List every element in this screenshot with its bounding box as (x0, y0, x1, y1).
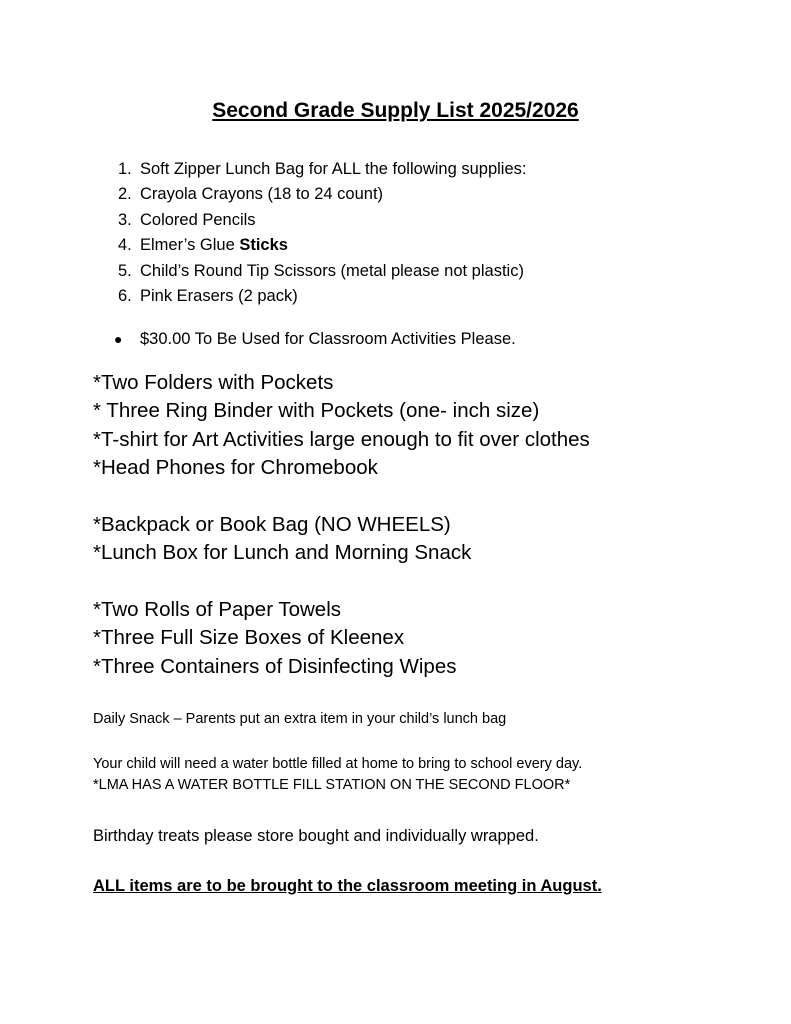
list-item (118, 284, 526, 309)
list-item (118, 182, 526, 207)
list-item (118, 259, 526, 284)
item-number: 6. (118, 287, 132, 306)
item-text: Soft Zipper Lunch Bag for ALL the following supplies: (140, 160, 527, 178)
supply-group-2 (93, 511, 471, 568)
list-item (118, 208, 526, 233)
list-item: *Head Phones for Chromebook (93, 455, 378, 479)
water-bottle-note: Your child will need a water bottle filled at home to bring to school every day. (93, 756, 583, 772)
supply-group-1 (93, 369, 590, 482)
snack-note: Daily Snack – Parents put an extra item in your child’s lunch bag (93, 711, 507, 727)
birthday-note: Birthday treats please store bought and individually wrapped. (93, 827, 539, 845)
list-item: *Two Rolls of Paper Towels (93, 598, 342, 621)
item-bold-text: Sticks (239, 236, 288, 255)
supply-group-3 (93, 596, 456, 681)
numbered-supply-list (118, 157, 526, 309)
list-item (118, 157, 526, 182)
item-text: Colored Pencils (140, 210, 256, 229)
list-item: * Three Ring Binder with Pockets (one- inch size) (93, 399, 540, 423)
item-number: 2. (118, 185, 132, 204)
bullet-icon: ● (114, 331, 123, 347)
item-number: 5. (118, 261, 132, 280)
item-number: 1. (118, 160, 132, 178)
item-text: Child’s Round Tip Scissors (metal please not plastic) (140, 261, 524, 280)
item-number: 4. (118, 236, 132, 255)
bullet-item (114, 327, 516, 351)
list-item (118, 233, 526, 258)
list-item: *Backpack or Book Bag (NO WHEELS) (93, 513, 451, 536)
item-text: Pink Erasers (2 pack) (140, 287, 298, 306)
water-station-note: *LMA HAS A WATER BOTTLE FILL STATION ON THE SECOND FLOOR* (93, 777, 571, 793)
item-text: Crayola Crayons (18 to 24 count) (140, 185, 384, 204)
bullet-text: $30.00 To Be Used for Classroom Activities Please. (140, 330, 516, 348)
page-title: Second Grade Supply List 2025/2026 (212, 99, 579, 122)
footer-note: ALL items are to be brought to the classroom meeting in August. (93, 877, 602, 895)
list-item: *Lunch Box for Lunch and Morning Snack (93, 541, 472, 565)
item-text: Elmer’s Glue (140, 236, 240, 255)
list-item: *Three Containers of Disinfecting Wipes (93, 654, 457, 678)
item-number: 3. (118, 210, 132, 229)
list-item: *T-shirt for Art Activities large enough to fit over clothes (93, 427, 590, 451)
list-item: *Two Folders with Pockets (93, 371, 334, 394)
list-item: *Three Full Size Boxes of Kleenex (93, 626, 405, 650)
